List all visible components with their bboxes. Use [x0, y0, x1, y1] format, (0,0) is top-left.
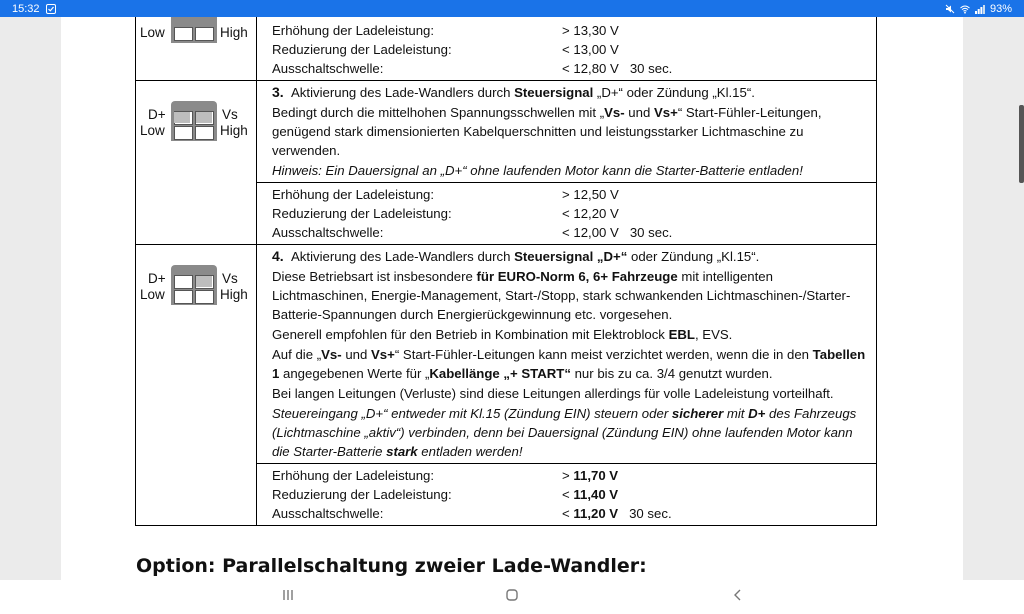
table-row-top	[136, 17, 877, 81]
signal-icon	[975, 4, 985, 14]
switch-label-low: Low	[140, 287, 165, 302]
mode-table	[135, 17, 877, 526]
mute-icon	[945, 4, 955, 14]
back-button[interactable]	[728, 588, 748, 606]
description-cell	[257, 81, 877, 183]
value-label: Ausschaltschwelle:	[272, 61, 384, 76]
mode-title: 3. Aktivierung des Lade-Wandlers durch Steuersignal „D+“ oder Zündung „Kl.15“.	[272, 84, 755, 100]
switch-body	[171, 17, 217, 43]
value-row: Ausschaltschwelle: < 11,20 V 30 sec.	[272, 506, 672, 521]
home-button[interactable]	[502, 588, 522, 606]
value-label: Erhöhung der Ladeleistung:	[272, 23, 435, 38]
battery-level: 93%	[989, 2, 1012, 15]
switch-body	[171, 101, 217, 141]
mode-title: 4. Aktivierung des Lade-Wandlers durch Steuersignal „D+“ oder Zündung „Kl.15“.	[272, 248, 760, 264]
dip-switch-top	[136, 17, 254, 61]
value: < 12,80 V 30 sec.	[562, 61, 673, 76]
value-row	[272, 59, 868, 78]
switch-label-low: Low	[140, 25, 165, 40]
home-icon	[505, 588, 519, 602]
values-cell	[257, 464, 877, 526]
values-cell	[257, 183, 877, 245]
switch-label-vs: Vs	[222, 271, 238, 286]
back-icon	[731, 588, 745, 602]
description-text: Diese Betriebsart ist insbesondere für EURO-Norm 6, 6+ Fahrzeuge mit intelligenten Lichtmaschinen, Energie-Management, Start-/Stopp, stark schwankenden Lichtmaschinen-/Starter-Batterie-Spannungen durch Energierückgewinnung etc. vorgesehen.	[272, 269, 851, 322]
recent-apps-icon	[281, 588, 295, 602]
table-row-mode-4	[136, 245, 877, 464]
switch-label-high: High	[220, 123, 248, 138]
value-row: Erhöhung der Ladeleistung: > 12,50 V	[272, 187, 619, 202]
description-text: Generell empfohlen für den Betrieb in Kombination mit Elektroblock EBL, EVS.	[272, 327, 733, 342]
switch-label-high: High	[220, 25, 248, 40]
switch-body	[171, 265, 217, 305]
value-row: Reduzierung der Ladeleistung: < 11,40 V	[272, 487, 619, 502]
switch-label-dplus: D+	[148, 107, 166, 122]
scrollbar-thumb[interactable]	[1019, 105, 1024, 183]
wifi-icon	[960, 4, 970, 14]
table-row-mode-3	[136, 81, 877, 183]
description-text: Bedingt durch die mittelhohen Spannungsschwellen mit „Vs- und Vs+“ Start-Fühler-Leitungen, genügend stark dimensionierten Kabelquerschnitten und leistungsstarker Lichtmaschine zu verwenden.	[272, 105, 822, 158]
value-row: Erhöhung der Ladeleistung: > 11,70 V	[272, 468, 619, 483]
switch-cell	[136, 245, 257, 526]
description-cell	[257, 245, 877, 464]
document-page	[61, 17, 963, 580]
values-cell	[257, 17, 877, 81]
description-text: Auf die „Vs- und Vs+“ Start-Fühler-Leitungen kann meist verzichtet werden, wenn die in den Tabellen 1 angegebenen Werte für „Kabellänge „+ START“ nur bis zu ca. 3/4 genutzt wurden.	[272, 347, 866, 381]
value: < 13,00 V	[562, 42, 619, 57]
value-row: Reduzierung der Ladeleistung: < 12,20 V	[272, 206, 619, 221]
value-row: Ausschaltschwelle: < 12,00 V 30 sec.	[272, 225, 673, 240]
dip-switch-mode-4	[136, 257, 254, 317]
switch-label-dplus: D+	[148, 271, 166, 286]
navigation-bar	[0, 580, 1024, 614]
value-row	[272, 40, 868, 59]
switch-label-low: Low	[140, 123, 165, 138]
switch-cell	[136, 81, 257, 245]
switch-label-high: High	[220, 287, 248, 302]
value: > 13,30 V	[562, 23, 619, 38]
description-text: Bei langen Leitungen (Verluste) sind diese Leitungen allerdings für volle Ladeleistung vorteilhaft.	[272, 386, 834, 401]
recent-apps-button[interactable]	[278, 588, 298, 606]
status-time: 15:32	[12, 2, 40, 15]
value-row	[272, 21, 868, 40]
switch-cell	[136, 17, 257, 81]
section-heading: Option: Parallelschaltung zweier Lade-Wandler:	[136, 555, 647, 577]
value-label: Reduzierung der Ladeleistung:	[272, 42, 452, 57]
dip-switch-mode-3	[136, 93, 254, 153]
notification-icon	[46, 4, 56, 14]
hint-text: Hinweis: Ein Dauersignal an „D+“ ohne laufenden Motor kann die Starter-Batterie entladen!	[272, 163, 803, 178]
hint-text: Steuereingang „D+“ entweder mit Kl.15 (Zündung EIN) steuern oder sicherer mit D+ des Fahrzeugs (Lichtmaschine „aktiv“) verbinden, denn bei Dauersignal (Zündung EIN) ohne laufenden Motor kann die Starter-Batterie stark entladen werden!	[272, 406, 857, 459]
status-bar	[0, 0, 1024, 17]
switch-label-vs: Vs	[222, 107, 238, 122]
